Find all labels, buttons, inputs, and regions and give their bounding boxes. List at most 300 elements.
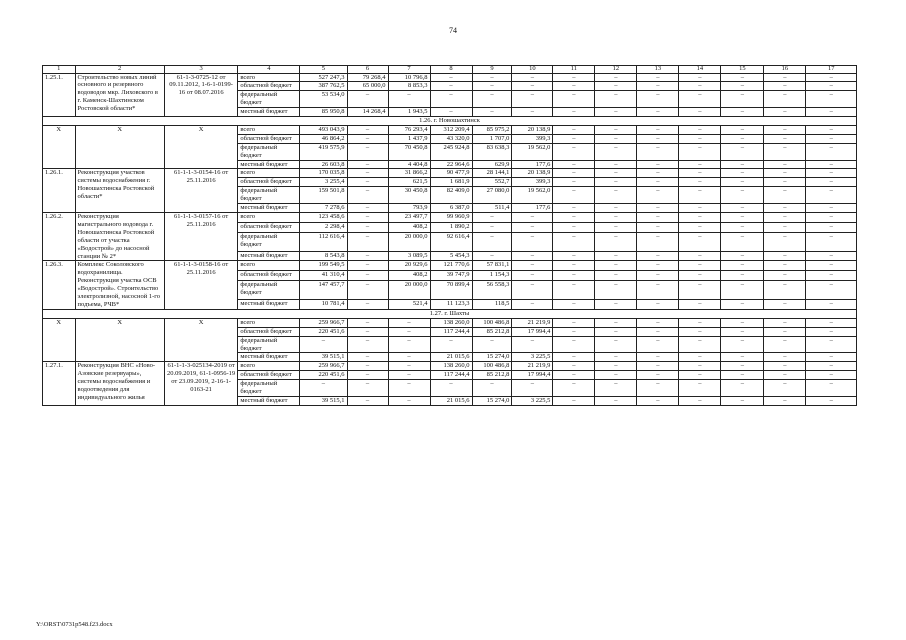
value-cell: –: [637, 396, 679, 405]
value-cell: –: [388, 353, 430, 362]
value-cell: –: [595, 108, 637, 117]
table-row: [43, 213, 857, 223]
funding-source: областной бюджет: [238, 82, 300, 91]
value-cell: –: [595, 73, 637, 82]
value-cell: 56 558,3: [472, 281, 512, 300]
value-cell: –: [347, 160, 388, 169]
value-cell: 11 123,3: [430, 299, 472, 309]
value-cell: –: [472, 73, 512, 82]
value-cell: –: [637, 160, 679, 169]
value-cell: –: [595, 82, 637, 91]
value-cell: –: [679, 187, 721, 204]
value-cell: –: [764, 336, 806, 353]
value-cell: –: [764, 251, 806, 261]
column-number: 8: [430, 66, 472, 74]
value-cell: –: [595, 396, 637, 405]
value-cell: –: [806, 362, 857, 371]
value-cell: –: [637, 91, 679, 108]
value-cell: –: [347, 371, 388, 380]
value-cell: 85 212,8: [472, 371, 512, 380]
value-cell: –: [637, 380, 679, 397]
value-cell: –: [637, 327, 679, 336]
value-cell: –: [347, 222, 388, 232]
value-cell: –: [347, 396, 388, 405]
value-cell: –: [388, 362, 430, 371]
value-cell: 117 244,4: [430, 371, 472, 380]
funding-source: федеральный бюджет: [238, 143, 300, 160]
value-cell: –: [388, 380, 430, 397]
value-cell: –: [679, 353, 721, 362]
value-cell: 408,2: [388, 271, 430, 281]
value-cell: –: [721, 362, 764, 371]
section-title: 1.26. г. Новошахтинск: [43, 117, 857, 126]
project-name: Реконструкция участков системы водоснабжения г. Новошахтинска Ростовской области*: [75, 169, 164, 213]
column-number: 17: [806, 66, 857, 74]
value-cell: –: [637, 187, 679, 204]
value-cell: –: [595, 134, 637, 143]
value-cell: –: [637, 318, 679, 327]
value-cell: –: [472, 108, 512, 117]
value-cell: –: [553, 134, 595, 143]
value-cell: –: [347, 134, 388, 143]
funding-source: федеральный бюджет: [238, 232, 300, 251]
table-row: [43, 318, 857, 327]
value-cell: 20 138,9: [512, 169, 553, 178]
value-cell: –: [553, 143, 595, 160]
value-cell: –: [679, 362, 721, 371]
value-cell: –: [595, 336, 637, 353]
value-cell: –: [806, 380, 857, 397]
value-cell: –: [553, 336, 595, 353]
value-cell: 399,3: [512, 178, 553, 187]
value-cell: –: [637, 232, 679, 251]
value-cell: –: [553, 213, 595, 223]
value-cell: –: [679, 281, 721, 300]
project-code: 1.26.3.: [43, 261, 76, 309]
value-cell: –: [595, 251, 637, 261]
value-cell: –: [553, 362, 595, 371]
value-cell: 4 404,8: [388, 160, 430, 169]
value-cell: –: [806, 251, 857, 261]
funding-source: местный бюджет: [238, 251, 300, 261]
value-cell: –: [637, 204, 679, 213]
value-cell: –: [721, 178, 764, 187]
value-cell: –: [764, 160, 806, 169]
value-cell: –: [595, 143, 637, 160]
value-cell: 387 762,5: [300, 82, 347, 91]
value-cell: 41 310,4: [300, 271, 347, 281]
column-number: 7: [388, 66, 430, 74]
value-cell: –: [347, 187, 388, 204]
value-cell: –: [347, 178, 388, 187]
value-cell: –: [347, 232, 388, 251]
value-cell: –: [347, 271, 388, 281]
value-cell: –: [721, 143, 764, 160]
value-cell: –: [637, 178, 679, 187]
value-cell: –: [512, 82, 553, 91]
value-cell: –: [764, 232, 806, 251]
value-cell: –: [679, 232, 721, 251]
value-cell: 26 603,8: [300, 160, 347, 169]
funding-source: всего: [238, 318, 300, 327]
value-cell: –: [430, 73, 472, 82]
value-cell: 8 853,3: [388, 82, 430, 91]
value-cell: –: [679, 125, 721, 134]
value-cell: –: [595, 362, 637, 371]
value-cell: –: [721, 213, 764, 223]
value-cell: –: [721, 371, 764, 380]
value-cell: 21 015,6: [430, 396, 472, 405]
page-number: 74: [449, 26, 457, 35]
value-cell: –: [595, 261, 637, 271]
value-cell: –: [637, 108, 679, 117]
value-cell: 1 437,9: [388, 134, 430, 143]
value-cell: –: [679, 261, 721, 271]
funding-source: местный бюджет: [238, 204, 300, 213]
project-code: 1.26.1.: [43, 169, 76, 213]
financing-table: [42, 65, 857, 406]
value-cell: –: [512, 299, 553, 309]
column-number: 11: [553, 66, 595, 74]
value-cell: 7 278,6: [300, 204, 347, 213]
value-cell: –: [679, 251, 721, 261]
value-cell: –: [679, 327, 721, 336]
funding-source: всего: [238, 213, 300, 223]
value-cell: –: [806, 232, 857, 251]
value-cell: 43 320,0: [430, 134, 472, 143]
funding-source: федеральный бюджет: [238, 380, 300, 397]
value-cell: 2 298,4: [300, 222, 347, 232]
value-cell: –: [679, 91, 721, 108]
value-cell: –: [806, 160, 857, 169]
column-number: 9: [472, 66, 512, 74]
value-cell: –: [764, 371, 806, 380]
value-cell: –: [595, 187, 637, 204]
value-cell: 100 486,8: [472, 318, 512, 327]
value-cell: –: [764, 281, 806, 300]
column-number: 12: [595, 66, 637, 74]
value-cell: –: [806, 281, 857, 300]
value-cell: 793,9: [388, 204, 430, 213]
value-cell: –: [637, 271, 679, 281]
project-name: Реконструкция ВНС «Ново-Азовские резервуары», системы водоснабжения и водоотведения для индивидуального жилья: [75, 362, 164, 406]
value-cell: –: [553, 371, 595, 380]
funding-source: местный бюджет: [238, 160, 300, 169]
value-cell: –: [637, 169, 679, 178]
value-cell: –: [512, 73, 553, 82]
value-cell: 10 796,8: [388, 73, 430, 82]
value-cell: –: [347, 143, 388, 160]
value-cell: –: [679, 178, 721, 187]
value-cell: –: [721, 261, 764, 271]
value-cell: –: [430, 380, 472, 397]
value-cell: –: [806, 108, 857, 117]
project-document: 61-1-1-3-0157-16 от 25.11.2016: [164, 213, 238, 261]
value-cell: –: [347, 261, 388, 271]
value-cell: 82 409,0: [430, 187, 472, 204]
funding-source: областной бюджет: [238, 371, 300, 380]
project-code: 1.25.1.: [43, 73, 76, 117]
value-cell: 14 268,4: [347, 108, 388, 117]
value-cell: 100 486,8: [472, 362, 512, 371]
value-cell: –: [679, 336, 721, 353]
value-cell: –: [553, 108, 595, 117]
project-code: 1.26.2.: [43, 213, 76, 261]
value-cell: –: [512, 281, 553, 300]
column-number: 4: [238, 66, 300, 74]
value-cell: –: [764, 187, 806, 204]
value-cell: 399,3: [512, 134, 553, 143]
value-cell: –: [553, 187, 595, 204]
value-cell: 521,4: [388, 299, 430, 309]
value-cell: 28 144,1: [472, 169, 512, 178]
value-cell: 99 960,9: [430, 213, 472, 223]
value-cell: 19 562,0: [512, 143, 553, 160]
value-cell: 20 138,9: [512, 125, 553, 134]
value-cell: 15 274,0: [472, 353, 512, 362]
value-cell: –: [637, 353, 679, 362]
value-cell: –: [806, 222, 857, 232]
value-cell: –: [721, 271, 764, 281]
funding-source: областной бюджет: [238, 222, 300, 232]
value-cell: –: [347, 299, 388, 309]
file-path-footer: Y:\ORST\0731p548.f23.docx: [36, 621, 113, 628]
project-name: Х: [75, 125, 164, 169]
value-cell: 159 501,8: [300, 187, 347, 204]
value-cell: –: [512, 271, 553, 281]
value-cell: –: [430, 336, 472, 353]
value-cell: –: [595, 299, 637, 309]
value-cell: –: [806, 261, 857, 271]
funding-source: местный бюджет: [238, 353, 300, 362]
value-cell: –: [553, 396, 595, 405]
value-cell: 92 616,4: [430, 232, 472, 251]
value-cell: –: [721, 380, 764, 397]
value-cell: –: [553, 73, 595, 82]
value-cell: –: [721, 187, 764, 204]
funding-source: областной бюджет: [238, 271, 300, 281]
table-row: [43, 261, 857, 271]
column-number: 2: [75, 66, 164, 74]
value-cell: –: [347, 336, 388, 353]
value-cell: –: [721, 336, 764, 353]
value-cell: –: [347, 362, 388, 371]
value-cell: –: [472, 251, 512, 261]
value-cell: –: [512, 213, 553, 223]
value-cell: 511,4: [472, 204, 512, 213]
value-cell: 8 543,8: [300, 251, 347, 261]
value-cell: –: [721, 91, 764, 108]
funding-source: федеральный бюджет: [238, 281, 300, 300]
value-cell: 259 966,7: [300, 318, 347, 327]
value-cell: –: [595, 327, 637, 336]
value-cell: –: [764, 362, 806, 371]
project-name: Комплекс Соколовского водохранилища. Реконструкция участка ОСВ «Водострой». Строительство электролизной, насосной 1-го подъема, РЧВ*: [75, 261, 164, 309]
value-cell: 3 225,5: [512, 396, 553, 405]
value-cell: –: [806, 91, 857, 108]
value-cell: –: [764, 261, 806, 271]
value-cell: 138 260,0: [430, 362, 472, 371]
value-cell: –: [595, 371, 637, 380]
value-cell: 17 994,4: [512, 327, 553, 336]
value-cell: –: [679, 134, 721, 143]
value-cell: –: [553, 318, 595, 327]
value-cell: 39 747,9: [430, 271, 472, 281]
value-cell: –: [472, 380, 512, 397]
column-number: 13: [637, 66, 679, 74]
value-cell: –: [388, 371, 430, 380]
value-cell: –: [512, 232, 553, 251]
value-cell: –: [764, 204, 806, 213]
value-cell: –: [637, 299, 679, 309]
value-cell: 57 831,1: [472, 261, 512, 271]
value-cell: –: [679, 169, 721, 178]
value-cell: –: [721, 160, 764, 169]
value-cell: –: [721, 318, 764, 327]
value-cell: 76 293,4: [388, 125, 430, 134]
value-cell: –: [637, 143, 679, 160]
value-cell: –: [595, 169, 637, 178]
value-cell: –: [721, 299, 764, 309]
value-cell: –: [764, 125, 806, 134]
value-cell: 21 219,9: [512, 318, 553, 327]
value-cell: –: [764, 134, 806, 143]
value-cell: –: [806, 134, 857, 143]
value-cell: –: [595, 353, 637, 362]
value-cell: –: [721, 327, 764, 336]
value-cell: –: [347, 380, 388, 397]
value-cell: –: [595, 178, 637, 187]
value-cell: –: [595, 318, 637, 327]
value-cell: 46 864,2: [300, 134, 347, 143]
value-cell: –: [721, 251, 764, 261]
value-cell: –: [764, 299, 806, 309]
funding-source: всего: [238, 125, 300, 134]
funding-source: местный бюджет: [238, 108, 300, 117]
value-cell: 177,6: [512, 204, 553, 213]
funding-source: всего: [238, 169, 300, 178]
value-cell: 83 638,3: [472, 143, 512, 160]
value-cell: 312 209,4: [430, 125, 472, 134]
value-cell: –: [721, 222, 764, 232]
value-cell: –: [553, 91, 595, 108]
value-cell: 21 219,9: [512, 362, 553, 371]
value-cell: –: [679, 108, 721, 117]
value-cell: –: [764, 353, 806, 362]
value-cell: 259 966,7: [300, 362, 347, 371]
value-cell: –: [472, 213, 512, 223]
project-code: Х: [43, 318, 76, 362]
value-cell: –: [806, 187, 857, 204]
column-number-row: [43, 66, 857, 74]
value-cell: 20 000,0: [388, 281, 430, 300]
value-cell: –: [347, 204, 388, 213]
value-cell: –: [764, 169, 806, 178]
value-cell: –: [764, 271, 806, 281]
project-document: 61-1-1-3-025134-2019 от 20.09.2019, 61-1-0956-19 от 23.09.2019, 2-16-1-0163-21: [164, 362, 238, 406]
value-cell: –: [806, 371, 857, 380]
value-cell: –: [512, 108, 553, 117]
value-cell: –: [764, 380, 806, 397]
value-cell: 408,2: [388, 222, 430, 232]
value-cell: –: [347, 213, 388, 223]
funding-source: областной бюджет: [238, 327, 300, 336]
value-cell: 147 457,7: [300, 281, 347, 300]
value-cell: –: [347, 125, 388, 134]
value-cell: –: [806, 299, 857, 309]
value-cell: 112 616,4: [300, 232, 347, 251]
value-cell: 117 244,4: [430, 327, 472, 336]
value-cell: 3 225,5: [512, 353, 553, 362]
value-cell: –: [764, 108, 806, 117]
value-cell: –: [679, 371, 721, 380]
value-cell: –: [764, 318, 806, 327]
value-cell: –: [595, 271, 637, 281]
value-cell: –: [806, 82, 857, 91]
value-cell: 23 497,7: [388, 213, 430, 223]
value-cell: –: [764, 396, 806, 405]
value-cell: 39 515,1: [300, 353, 347, 362]
value-cell: –: [388, 318, 430, 327]
value-cell: –: [595, 380, 637, 397]
value-cell: –: [512, 336, 553, 353]
value-cell: –: [679, 143, 721, 160]
value-cell: –: [637, 222, 679, 232]
value-cell: –: [472, 222, 512, 232]
column-number: 16: [764, 66, 806, 74]
value-cell: –: [806, 125, 857, 134]
value-cell: –: [472, 82, 512, 91]
column-number: 15: [721, 66, 764, 74]
value-cell: 1 154,3: [472, 271, 512, 281]
value-cell: 1 681,9: [430, 178, 472, 187]
funding-source: федеральный бюджет: [238, 187, 300, 204]
value-cell: –: [512, 222, 553, 232]
value-cell: 121 770,6: [430, 261, 472, 271]
project-document: Х: [164, 125, 238, 169]
value-cell: –: [553, 271, 595, 281]
value-cell: –: [553, 327, 595, 336]
value-cell: –: [472, 232, 512, 251]
value-cell: –: [679, 222, 721, 232]
funding-source: всего: [238, 362, 300, 371]
value-cell: –: [806, 178, 857, 187]
value-cell: 27 080,0: [472, 187, 512, 204]
section-title: 1.27. г. Шахты: [43, 309, 857, 318]
value-cell: –: [721, 169, 764, 178]
value-cell: –: [388, 327, 430, 336]
value-cell: –: [679, 318, 721, 327]
value-cell: 118,5: [472, 299, 512, 309]
value-cell: 419 575,9: [300, 143, 347, 160]
table-row: [43, 73, 857, 82]
value-cell: –: [553, 232, 595, 251]
value-cell: –: [721, 281, 764, 300]
value-cell: –: [764, 143, 806, 160]
value-cell: –: [388, 336, 430, 353]
value-cell: –: [553, 125, 595, 134]
value-cell: –: [721, 353, 764, 362]
value-cell: 629,9: [472, 160, 512, 169]
value-cell: –: [595, 232, 637, 251]
value-cell: 170 035,8: [300, 169, 347, 178]
value-cell: –: [679, 73, 721, 82]
value-cell: –: [347, 327, 388, 336]
value-cell: 177,6: [512, 160, 553, 169]
value-cell: 85 212,8: [472, 327, 512, 336]
value-cell: –: [472, 336, 512, 353]
value-cell: –: [347, 318, 388, 327]
